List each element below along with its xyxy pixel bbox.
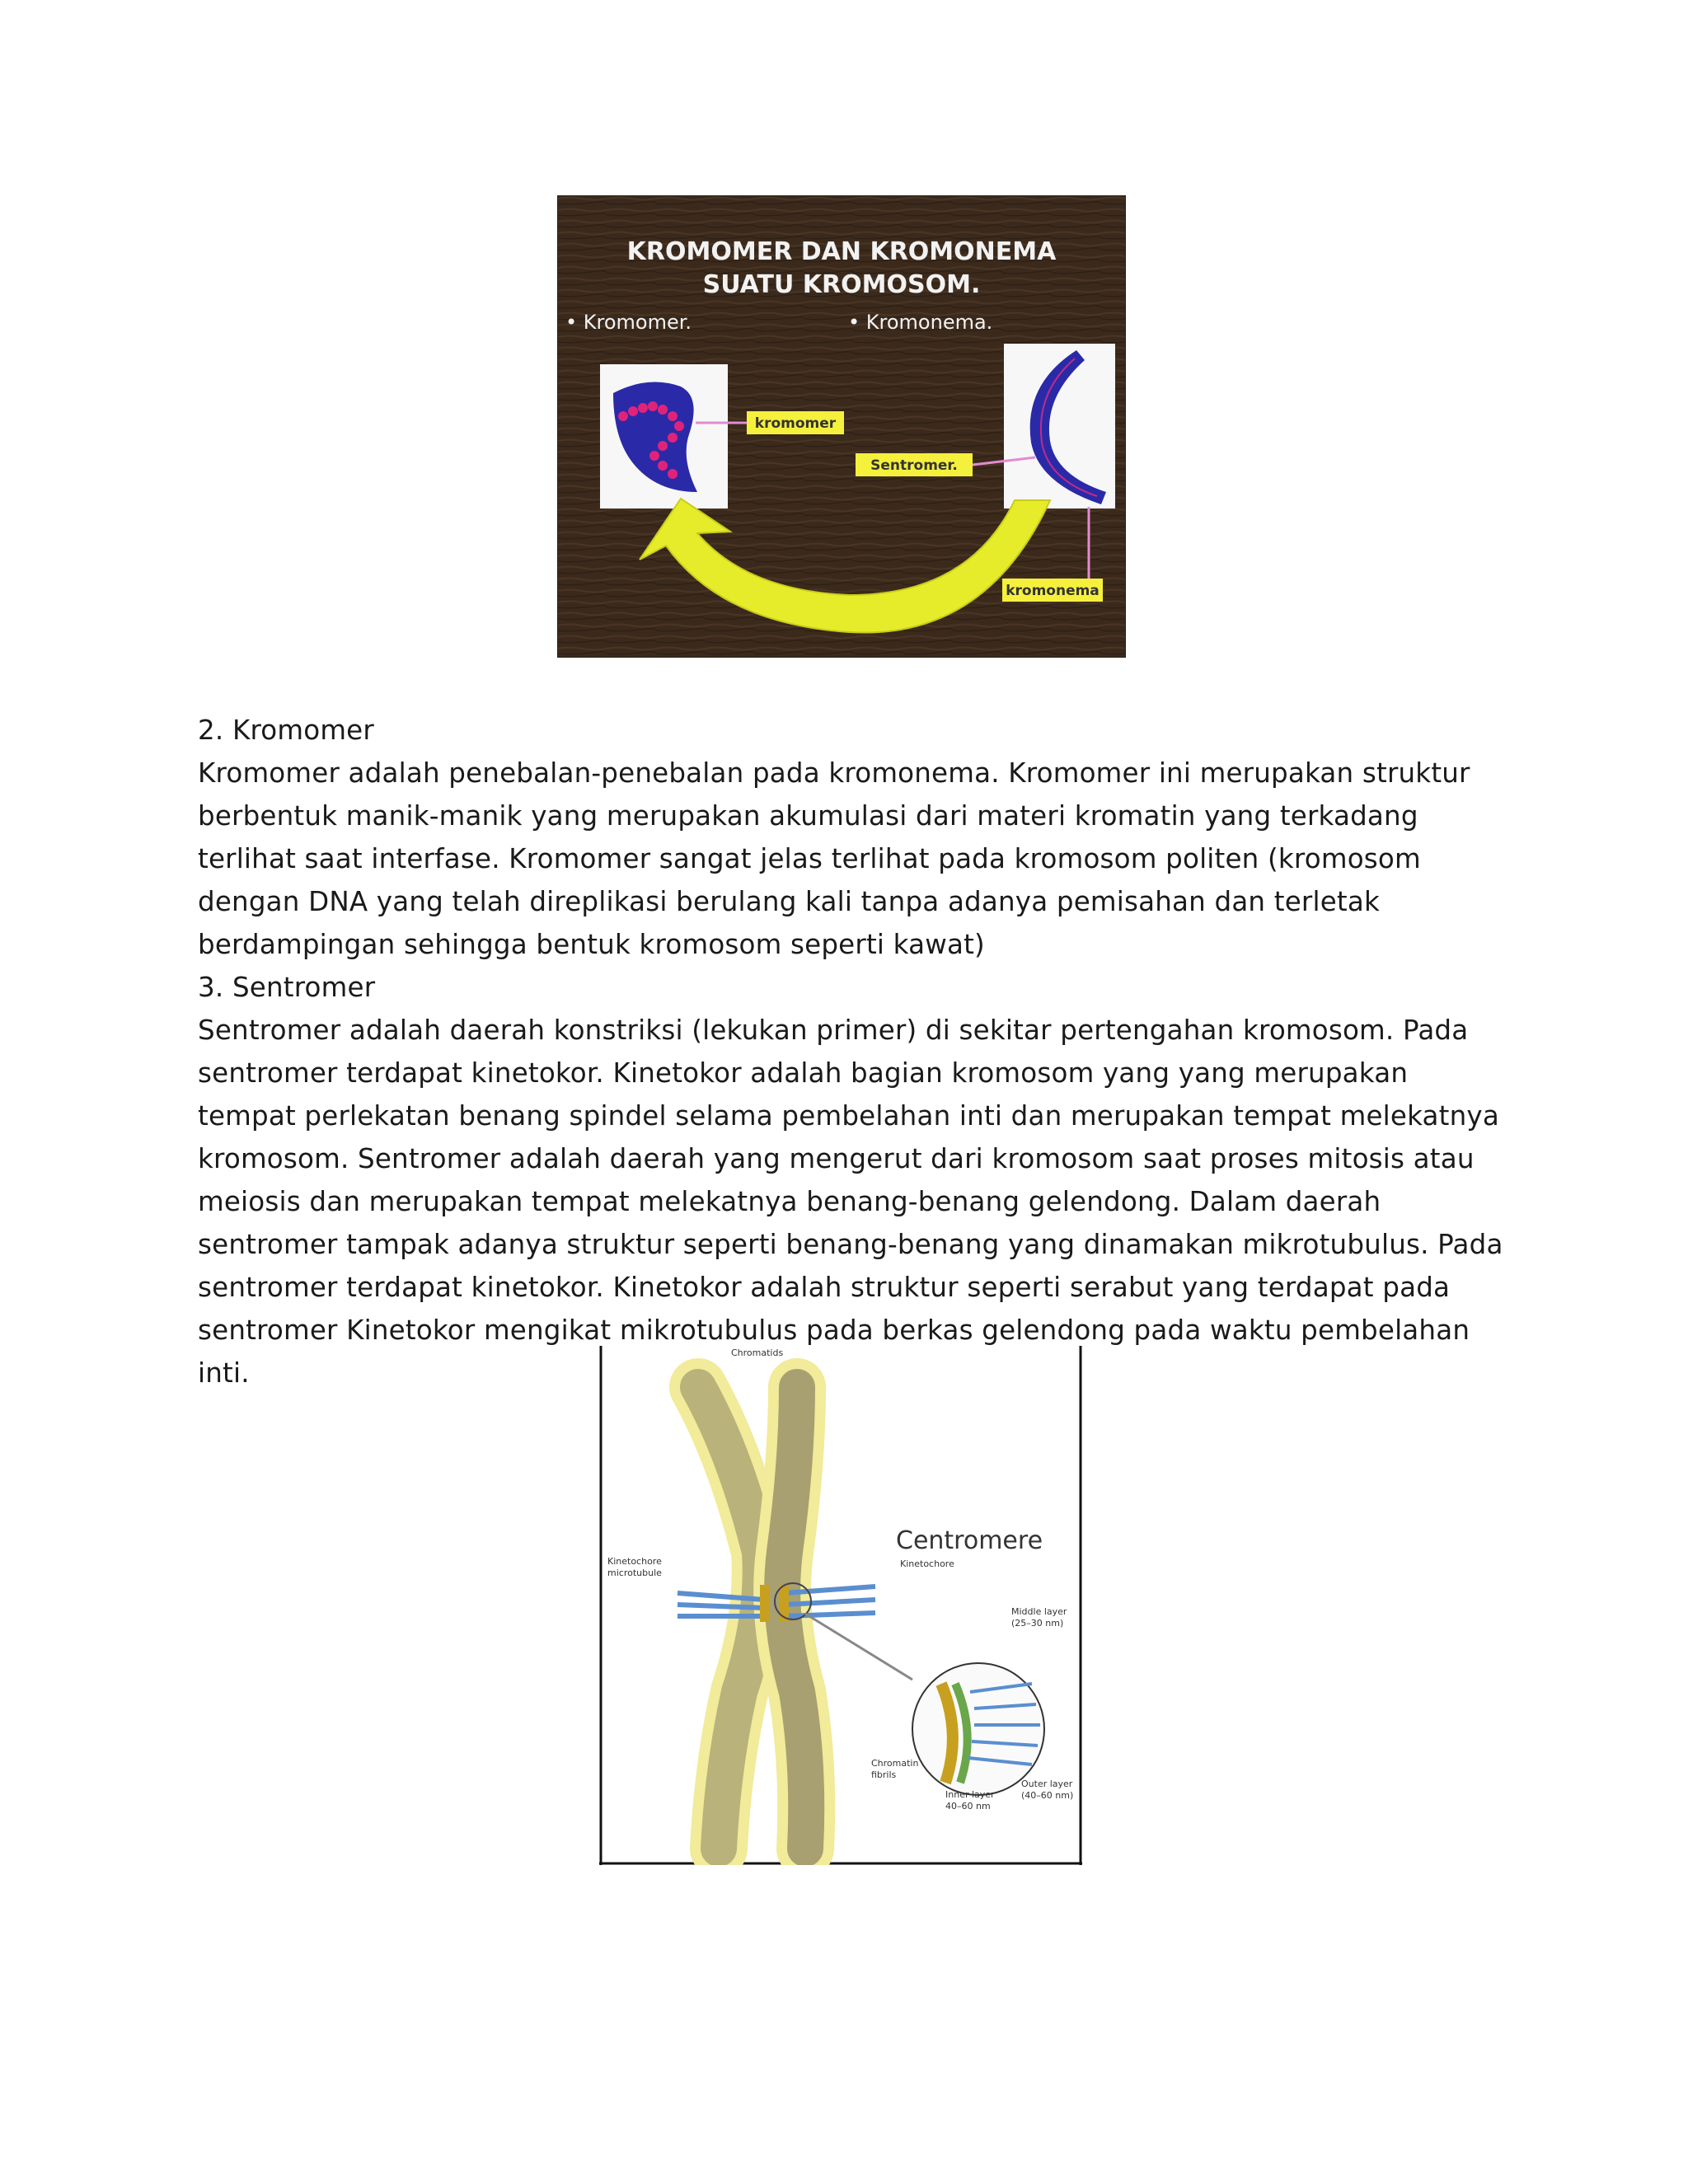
label-kinetochore-microtubule-2: microtubule (607, 1568, 662, 1578)
label-kinetochore-microtubule-1: Kinetochore (607, 1556, 662, 1567)
kromomer-kromonema-figure (557, 195, 1126, 658)
label-chromatids: Chromatids (731, 1347, 784, 1358)
label-outer-layer-2: (40–60 nm) (1021, 1790, 1074, 1801)
kromomer-kromonema-illustration (557, 195, 1126, 658)
heading-kromomer: 2. Kromomer (198, 715, 374, 746)
svg-text:Sentromer.: Sentromer. (870, 457, 958, 474)
svg-text:kromomer: kromomer (754, 415, 837, 432)
paragraph-sentromer: Sentromer adalah daerah konstriksi (lekukan primer) di sekitar pertengahan kromosom. Pada sentromer terdapat kinetokor. Kinetokor adalah bagian kromosom yang yang merupakan tempat perlekatan benang spindel selama pembelahan inti dan merupakan tempat melekatnya kromosom. Sentromer adalah daerah yang mengerut dari kromosom saat proses mitosis atau meiosis dan merupakan tempat melekatnya benang-benang gelendong. Dalam daerah sentromer tampak adanya struktur seperti benang-benang yang dinamakan mikrotubulus. Pada sentromer terdapat kinetokor. Kinetokor adalah struktur seperti serabut yang terdapat pada sentromer Kinetokor mengikat mikrotubulus pada berkas gelendong pada waktu pembelahan inti. (198, 1015, 1503, 1389)
label-chromatin-fibrils-2: fibrils (871, 1769, 897, 1780)
article-text (198, 709, 1508, 1394)
figure1-title-line2: SUATU KROMOSOM. (702, 270, 981, 299)
centromere-illustration (599, 1346, 1082, 1865)
label-inner-layer-1: Inner layer (945, 1789, 995, 1800)
heading-sentromer: 3. Sentromer (198, 972, 376, 1003)
svg-text:kromonema: kromonema (1006, 583, 1100, 599)
kromonema-panel (1004, 344, 1115, 509)
paragraph-kromomer: Kromomer adalah penebalan-penebalan pada kromonema. Kromomer ini merupakan struktur berbentuk manik-manik yang merupakan akumulasi dari materi kromatin yang terkadang terlihat saat interfase. Kromomer sangat jelas terlihat pada kromosom politen (kromosom dengan DNA yang telah direplikasi berulang kali tanpa adanya pemisahan dan terletak berdampingan sehingga bentuk kromosom seperti kawat) (198, 757, 1470, 960)
bullet-kromomer: • Kromomer. (565, 311, 692, 334)
centromere-figure (599, 1346, 1082, 1865)
label-chromatin-fibrils-1: Chromatin (871, 1758, 919, 1769)
label-outer-layer-1: Outer layer (1021, 1779, 1073, 1789)
label-middle-layer-2: (25–30 nm) (1011, 1618, 1064, 1629)
figure1-title-line1: KROMOMER DAN KROMONEMA (626, 237, 1057, 266)
label-inner-layer-2: 40–60 nm (945, 1801, 991, 1811)
label-kinetochore: Kinetochore (900, 1558, 954, 1569)
kinetochore-zoom (912, 1663, 1044, 1795)
kromomer-panel (600, 364, 728, 509)
label-middle-layer-1: Middle layer (1011, 1606, 1067, 1617)
label-centromere: Centromere (896, 1526, 1043, 1555)
bullet-kromonema: • Kromonema. (848, 311, 993, 334)
